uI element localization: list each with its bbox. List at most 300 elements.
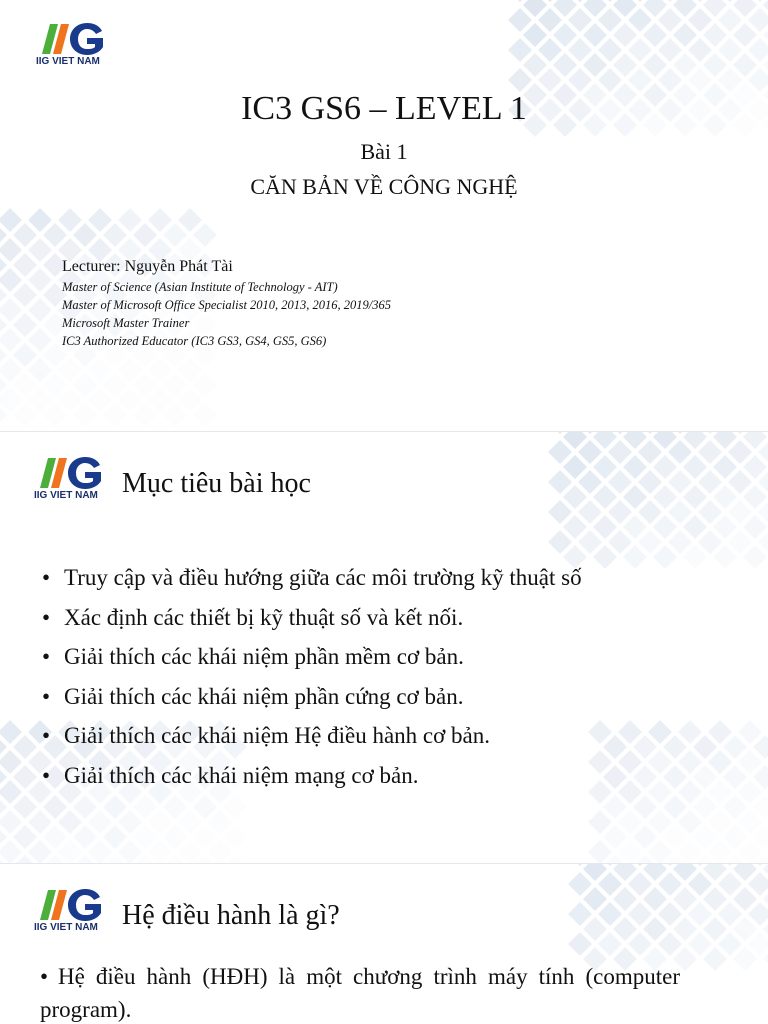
logo-brand-text: IIG VIET NAM [36, 56, 100, 67]
diamond-shape [178, 358, 202, 382]
diamond-shape [13, 735, 37, 759]
diamond-shape [0, 750, 22, 774]
diamond-shape [678, 720, 702, 744]
diamond-shape [598, 38, 622, 62]
list-item-text: Giải thích các khái niệm phần cứng cơ bản. [64, 683, 464, 709]
diamond-shape [703, 53, 727, 77]
diamond-shape [133, 403, 157, 427]
diamond-shape [718, 8, 742, 32]
diamond-shape [118, 840, 142, 864]
diamond-shape [658, 902, 682, 926]
diamond-shape [13, 825, 37, 849]
bullet-glyph: • [42, 723, 51, 748]
diamond-shape [668, 440, 692, 464]
lesson-subtitle: CĂN BẢN VỀ CÔNG NGHỆ [250, 174, 518, 199]
diamond-shape [623, 515, 647, 539]
diamond-shape [103, 223, 127, 247]
diamond-shape [648, 750, 672, 774]
diamond-shape [553, 0, 577, 17]
diamond-shape [728, 500, 752, 524]
list-item-text: Giải thích các khái niệm Hệ điều hành cơ bản. [64, 723, 491, 748]
diamond-shape [58, 208, 82, 232]
logo-brand-text: IIG VIET NAM [34, 490, 98, 501]
diamond-shape [678, 780, 702, 804]
diamond-shape [163, 795, 187, 819]
diamond-shape [118, 810, 142, 834]
diamond-shape [718, 902, 742, 926]
diamond-shape [708, 810, 732, 834]
diamond-shape [193, 403, 217, 427]
diamond-shape [568, 932, 592, 956]
diamond-shape [0, 328, 22, 352]
diamond-shape [613, 917, 637, 941]
diamond-shape [593, 455, 617, 479]
diamond-shape [13, 343, 37, 367]
diamond-shape [563, 485, 587, 509]
diamond-shape [588, 840, 612, 864]
diamond-shape [163, 825, 187, 849]
lecturer-block [62, 258, 391, 350]
slide-heading: Hệ điều hành là gì? [122, 900, 340, 931]
diamond-shape [648, 810, 672, 834]
diamond-shape [28, 268, 52, 292]
diamond-shape [118, 388, 142, 412]
diamond-shape [603, 825, 627, 849]
diamond-shape [73, 403, 97, 427]
diamond-shape [713, 545, 737, 569]
diamond-shape [658, 872, 682, 896]
definition-paragraph [40, 960, 680, 1024]
diamond-shape [523, 23, 547, 47]
diamond-shape [653, 545, 677, 569]
diamond-shape [58, 810, 82, 834]
diamond-shape [713, 485, 737, 509]
diamond-shape [578, 470, 602, 494]
list-item-text: Truy cập và điều hướng giữa các môi trường kỹ thuật số [64, 565, 582, 590]
diamond-shape [568, 38, 592, 62]
diamond-shape [683, 485, 707, 509]
diamond-shape [88, 840, 112, 864]
diamond-shape [43, 223, 67, 247]
diamond-shape [708, 720, 732, 744]
iig-logo [34, 888, 106, 933]
paragraph-text: Hệ điều hành (HĐH) là một chương trình máy tính (computer program). [40, 964, 680, 1022]
diamond-shape [643, 887, 667, 911]
list-item-text: Xác định các thiết bị kỹ thuật số và kết nối. [64, 604, 464, 630]
diamond-shape [28, 298, 52, 322]
diamond-shape [603, 795, 627, 819]
diamond-shape [593, 432, 617, 449]
diamond-shape [733, 23, 757, 47]
diamond-shape [43, 825, 67, 849]
diamond-shape [718, 68, 742, 92]
diamond-shape [708, 750, 732, 774]
diamond-shape [703, 0, 727, 17]
diamond-shape [578, 440, 602, 464]
diamond-shape [743, 485, 767, 509]
diamond-shape [103, 825, 127, 849]
diamond-shape [618, 780, 642, 804]
diamond-shape [28, 388, 52, 412]
diamond-shape [178, 208, 202, 232]
diamond-shape [618, 840, 642, 864]
diamond-shape [28, 358, 52, 382]
diamond-shape [553, 53, 577, 77]
bullet-glyph: • [40, 964, 49, 989]
objectives-list [42, 558, 582, 795]
diamond-shape [618, 720, 642, 744]
diamond-shape [623, 455, 647, 479]
diamond-shape [628, 68, 652, 92]
diamond-shape [703, 947, 727, 971]
diamond-shape [193, 223, 217, 247]
diamond-shape [683, 515, 707, 539]
diamond-shape [508, 8, 532, 32]
diamond-shape [633, 795, 657, 819]
os-definition-slide [0, 864, 768, 1024]
diamond-shape [28, 208, 52, 232]
diamond-shape [678, 810, 702, 834]
diamond-shape [748, 872, 768, 896]
diamond-shape [693, 795, 717, 819]
diamond-shape [148, 388, 172, 412]
diamond-shape [743, 515, 767, 539]
diamond-shape [0, 720, 22, 744]
diamond-shape [708, 780, 732, 804]
objectives-slide [0, 432, 768, 864]
lecturer-name: Lecturer: Nguyễn Phát Tài [62, 258, 233, 275]
diamond-shape [28, 328, 52, 352]
lecturer-credential: Master of Microsoft Office Specialist 2010, 2013, 2016, 2019/365 [62, 298, 392, 312]
diamond-shape [748, 38, 768, 62]
diamond-shape [583, 53, 607, 77]
diamond-shape [748, 68, 768, 92]
diamond-shape [593, 485, 617, 509]
diamond-shape [738, 780, 762, 804]
diamond-shape [163, 403, 187, 427]
diamond-shape [653, 432, 677, 449]
bullet-glyph: • [42, 604, 51, 630]
diamond-shape [208, 840, 232, 864]
diamond-shape [683, 545, 707, 569]
diamond-shape [583, 0, 607, 17]
diamond-shape [13, 313, 37, 337]
diamond-shape [618, 750, 642, 774]
diamond-shape [698, 470, 722, 494]
diamond-shape [688, 902, 712, 926]
diamond-shape [103, 403, 127, 427]
diamond-shape [598, 8, 622, 32]
diamond-shape [103, 795, 127, 819]
diamond-shape [133, 373, 157, 397]
diamond-shape [223, 825, 247, 849]
diamond-shape [548, 500, 572, 524]
diamond-shape [718, 38, 742, 62]
diamond-shape [148, 358, 172, 382]
diamond-shape [683, 455, 707, 479]
diamond-shape [733, 864, 757, 881]
diamond-shape [703, 887, 727, 911]
decorative-diamond-pattern [0, 0, 768, 432]
diamond-shape [713, 432, 737, 449]
diamond-shape [678, 840, 702, 864]
diamond-shape [638, 440, 662, 464]
diamond-shape [0, 388, 22, 412]
diamond-shape [613, 23, 637, 47]
diamond-shape [88, 358, 112, 382]
diamond-shape [163, 223, 187, 247]
iig-logo-icon [34, 888, 106, 922]
diamond-shape [583, 864, 607, 881]
diamond-shape [193, 795, 217, 819]
diamond-shape [88, 810, 112, 834]
diamond-shape [133, 795, 157, 819]
diamond-shape [568, 8, 592, 32]
diamond-shape [0, 208, 22, 232]
diamond-shape [0, 238, 22, 262]
diamond-shape [178, 388, 202, 412]
diamond-shape [208, 810, 232, 834]
diamond-shape [673, 0, 697, 17]
diamond-shape [13, 765, 37, 789]
bullet-glyph: • [42, 683, 51, 709]
diamond-shape [668, 500, 692, 524]
diamond-shape [103, 373, 127, 397]
list-item [42, 716, 582, 756]
diamond-shape [593, 545, 617, 569]
lecturer-credential: Microsoft Master Trainer [62, 316, 190, 330]
diamond-shape [73, 373, 97, 397]
diamond-shape [588, 750, 612, 774]
diamond-shape [553, 23, 577, 47]
diamond-shape [698, 500, 722, 524]
diamond-shape [178, 840, 202, 864]
diamond-shape [588, 810, 612, 834]
diamond-shape [598, 872, 622, 896]
diamond-shape [698, 440, 722, 464]
iig-logo [36, 22, 108, 67]
diamond-shape [718, 872, 742, 896]
diamond-shape [683, 432, 707, 449]
diamond-shape [523, 0, 547, 17]
diamond-shape [73, 795, 97, 819]
bullet-glyph: • [42, 644, 51, 669]
list-item [42, 677, 582, 717]
diamond-shape [723, 765, 747, 789]
diamond-shape [568, 68, 592, 92]
diamond-shape [603, 735, 627, 759]
diamond-shape [13, 373, 37, 397]
diamond-shape [583, 917, 607, 941]
diamond-shape [133, 825, 157, 849]
diamond-shape [628, 872, 652, 896]
diamond-shape [638, 470, 662, 494]
diamond-shape [693, 735, 717, 759]
diamond-shape [148, 208, 172, 232]
diamond-shape [733, 0, 757, 17]
list-item [42, 637, 582, 677]
diamond-shape [638, 530, 662, 554]
diamond-shape [88, 388, 112, 412]
diamond-shape [603, 765, 627, 789]
diamond-shape [118, 358, 142, 382]
diamond-shape [58, 840, 82, 864]
diamond-shape [643, 917, 667, 941]
diamond-shape [738, 840, 762, 864]
diamond-shape [703, 23, 727, 47]
diamond-shape [538, 68, 562, 92]
diamond-shape [658, 932, 682, 956]
iig-logo-icon [34, 456, 106, 490]
logo-brand-text: IIG VIET NAM [34, 922, 98, 933]
diamond-shape [148, 810, 172, 834]
diamond-shape [688, 38, 712, 62]
slide-title: IC3 GS6 – LEVEL 1 [241, 90, 527, 127]
list-item-text: Giải thích các khái niệm phần mềm cơ bản. [64, 644, 464, 669]
diamond-shape [538, 8, 562, 32]
diamond-shape [678, 750, 702, 774]
diamond-shape [658, 8, 682, 32]
diamond-shape [673, 864, 697, 881]
diamond-shape [28, 810, 52, 834]
diamond-shape [713, 515, 737, 539]
diamond-shape [643, 0, 667, 17]
diamond-shape [648, 720, 672, 744]
diamond-shape [608, 440, 632, 464]
diamond-shape [548, 440, 572, 464]
diamond-shape [58, 358, 82, 382]
diamond-shape [578, 500, 602, 524]
diamond-shape [608, 470, 632, 494]
diamond-shape [718, 932, 742, 956]
lecturer-credential: Master of Science (Asian Institute of Technology - AIT) [62, 280, 338, 294]
diamond-shape [223, 795, 247, 819]
diamond-shape [43, 403, 67, 427]
diamond-shape [508, 68, 532, 92]
diamond-shape [643, 23, 667, 47]
diamond-shape [568, 902, 592, 926]
diamond-shape [728, 440, 752, 464]
diamond-shape [673, 917, 697, 941]
diamond-shape [623, 485, 647, 509]
diamond-shape [28, 840, 52, 864]
diamond-shape [713, 455, 737, 479]
diamond-shape [563, 432, 587, 449]
diamond-shape [728, 530, 752, 554]
iig-logo-icon [36, 22, 108, 56]
diamond-shape [643, 864, 667, 881]
diamond-shape [0, 358, 22, 382]
diamond-shape [673, 53, 697, 77]
diamond-shape [523, 53, 547, 77]
diamond-shape [43, 795, 67, 819]
diamond-shape [563, 515, 587, 539]
diamond-shape [118, 208, 142, 232]
diamond-shape [738, 810, 762, 834]
diamond-shape [193, 373, 217, 397]
diamond-shape [628, 8, 652, 32]
diamond-shape [648, 840, 672, 864]
bullet-glyph: • [42, 565, 51, 590]
diamond-shape [563, 455, 587, 479]
diamond-shape [668, 530, 692, 554]
diamond-shape [748, 902, 768, 926]
diamond-shape [608, 500, 632, 524]
diamond-shape [738, 750, 762, 774]
diamond-shape [598, 68, 622, 92]
diamond-shape [28, 238, 52, 262]
diamond-shape [663, 795, 687, 819]
diamond-shape [703, 917, 727, 941]
list-item-text: Giải thích các khái niệm mạng cơ bản. [64, 762, 419, 788]
diamond-shape [733, 917, 757, 941]
diamond-shape [0, 298, 22, 322]
diamond-shape [648, 780, 672, 804]
diamond-shape [723, 735, 747, 759]
diamond-shape [13, 403, 37, 427]
diamond-shape [618, 810, 642, 834]
diamond-shape [658, 38, 682, 62]
diamond-shape [0, 810, 22, 834]
diamond-shape [743, 455, 767, 479]
diamond-shape [13, 283, 37, 307]
diamond-shape [723, 825, 747, 849]
diamond-shape [623, 432, 647, 449]
lecturer-credential: IC3 Authorized Educator (IC3 GS3, GS4, GS5, GS6) [62, 334, 327, 348]
diamond-shape [13, 253, 37, 277]
title-slide [0, 0, 768, 432]
diamond-shape [638, 500, 662, 524]
diamond-shape [548, 470, 572, 494]
diamond-shape [598, 932, 622, 956]
diamond-shape [13, 223, 37, 247]
diamond-shape [653, 455, 677, 479]
diamond-shape [743, 432, 767, 449]
diamond-shape [538, 38, 562, 62]
diamond-shape [613, 53, 637, 77]
diamond-shape [73, 825, 97, 849]
diamond-shape [643, 53, 667, 77]
diamond-shape [688, 872, 712, 896]
diamond-shape [628, 38, 652, 62]
diamond-shape [693, 825, 717, 849]
diamond-shape [588, 780, 612, 804]
diamond-shape [508, 38, 532, 62]
diamond-shape [608, 530, 632, 554]
diamond-shape [668, 470, 692, 494]
diamond-shape [88, 208, 112, 232]
list-item [42, 558, 582, 598]
diamond-shape [548, 530, 572, 554]
diamond-shape [613, 887, 637, 911]
diamond-shape [0, 780, 22, 804]
diamond-shape [728, 470, 752, 494]
diamond-shape [748, 932, 768, 956]
diamond-shape [673, 887, 697, 911]
diamond-shape [743, 545, 767, 569]
diamond-shape [588, 720, 612, 744]
diamond-shape [653, 485, 677, 509]
diamond-shape [738, 720, 762, 744]
diamond-shape [733, 947, 757, 971]
diamond-shape [688, 932, 712, 956]
list-item [42, 598, 582, 638]
lesson-number: Bài 1 [360, 139, 408, 164]
diamond-shape [13, 795, 37, 819]
diamond-shape [583, 887, 607, 911]
diamond-shape [633, 765, 657, 789]
diamond-shape [578, 530, 602, 554]
